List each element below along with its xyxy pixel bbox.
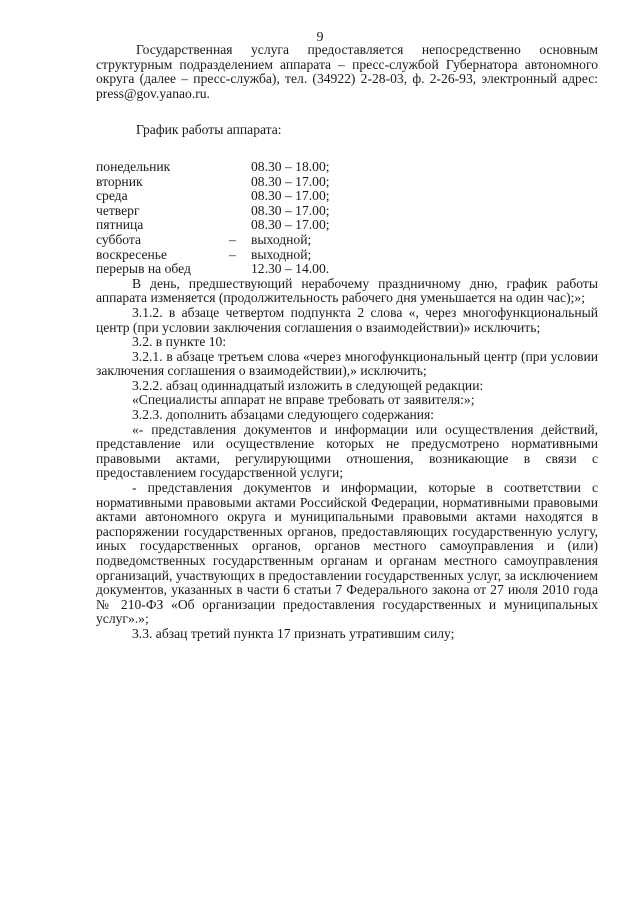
added-item-2: - представления документов и информации, которые в соответствии с нормативными правовыми актами Российской Федерации, нормативными правовыми актами автономного округа и муниципальными правовыми актами находятся в распоряжении государственных органов, предоставляющих государственную услугу, иных государственных органов, органов местного самоуправления и (или) подведомственных государственным органам и органам местного самоуправления организаций, участвующих в предоставлении государственных услуг, за исключением документов, указанных в части 6 статьи 7 Федерального закона от 27 июля 2010 года № 210-ФЗ «Об организации предоставления государственных и муниципальных услуг».»; [96,480,598,627]
amendment-3-1-2: 3.1.2. в абзаце четвертом подпункта 2 слова «, через многофункциональный центр (при условии заключения соглашения о взаимодействии)» исключить; [96,304,598,335]
schedule-row: воскресенье – выходной; [96,246,312,262]
schedule-row: суббота – выходной; [96,231,312,247]
document-body [96,43,598,642]
schedule-row: вторник 08.30 – 17.00; [96,173,330,189]
amendment-3-2-2: 3.2.2. абзац одиннадцатый изложить в следующей редакции: [132,377,484,393]
schedule-title: График работы аппарата: [136,122,282,138]
schedule-row: четверг 08.30 – 17.00; [96,202,330,218]
holiday-paragraph: В день, предшествующий нерабочему праздничному дню, график работы аппарата изменяется (продолжительность рабочего дня уменьшается на один час);»; [96,275,598,306]
amendment-3-2-3: 3.2.3. дополнить абзацами следующего содержания: [132,407,435,423]
schedule-row: понедельник 08.30 – 18.00; [96,158,330,174]
amendment-3-2-1: 3.2.1. в абзаце третьем слова «через многофункциональный центр (при условии заключения соглашения о взаимодействии),» исключить; [96,348,598,379]
quoted-text: «Специалисты аппарат не вправе требовать от заявителя:»; [132,392,475,408]
amendment-3-3: 3.3. абзац третий пункта 17 признать утратившим силу; [132,625,455,641]
schedule-row: среда 08.30 – 17.00; [96,188,330,204]
intro-paragraph: Государственная услуга предоставляется непосредственно основным структурным подразделением аппарата – пресс-службой Губернатора автономного округа (далее – пресс-служба), тел. (34922) 2-28-03, ф. 2-26-93, электронный адрес: press@gov.yanao.ru. [96,42,598,101]
added-item-1: «- представления документов и информации или осуществления действий, представление или осуществление которых не предусмотрено нормативными правовыми актами, регулирующими отношения, возникающие в связи с предоставлением государственной услуги; [96,421,598,481]
schedule-row: пятница 08.30 – 17.00; [96,217,330,233]
amendment-3-2: 3.2. в пункте 10: [132,334,227,350]
schedule-table [96,160,411,277]
page-number: 9 [316,30,324,45]
schedule-row: перерыв на обед 12.30 – 14.00. [96,261,330,277]
